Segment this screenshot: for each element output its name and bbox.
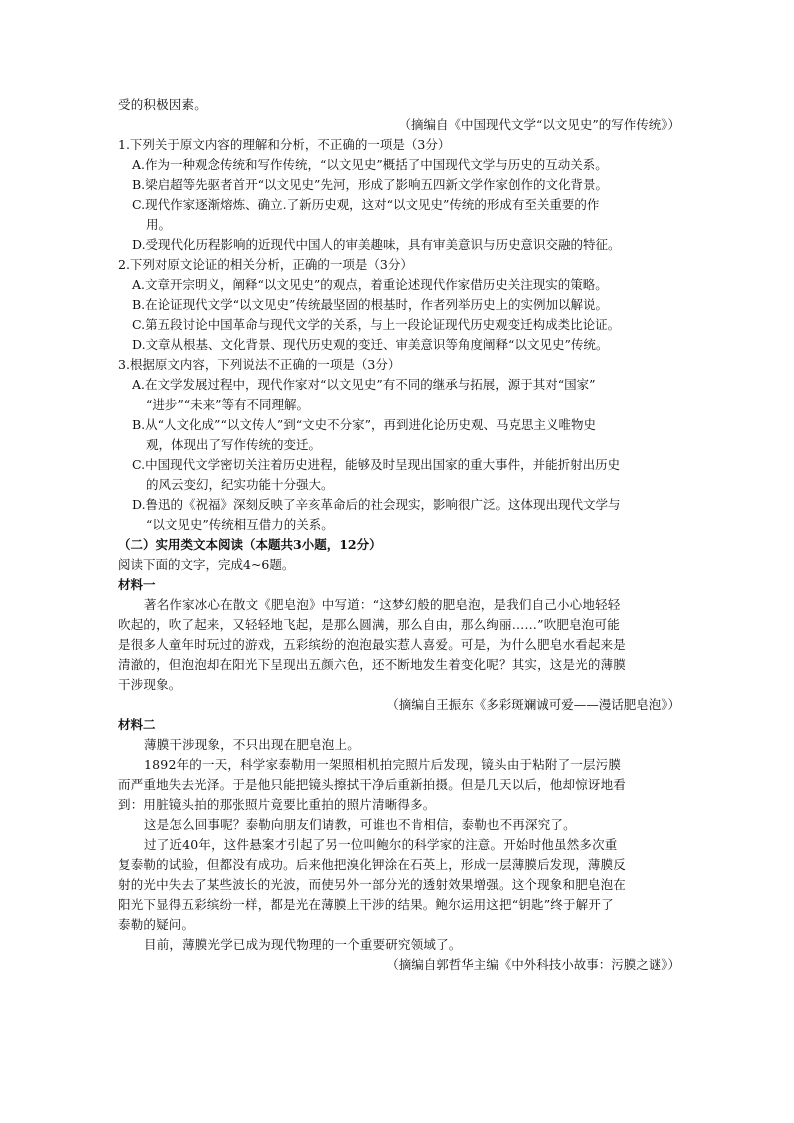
question-2-option-d: D.文章从根基、文化背景、现代历史观的变迁、审美意识等角度阐释“以文见史”传统。 <box>132 337 609 352</box>
material-1-title: 材料一 <box>118 577 156 592</box>
question-2-option-b: B.在论证现代文学“以文见史”传统最坚固的根基时，作者列举历史上的实例加以解说。 <box>132 297 608 312</box>
material-2-line: 复泰勒的试验，但都没有成功。后来他把溴化钾涂在石英上，形成一层薄膜后发现，薄膜反 <box>118 857 627 872</box>
question-2 <box>118 255 680 355</box>
material-2-line: 目前，薄膜光学已成为现代物理的一个重要研究领域了。 <box>144 937 462 952</box>
question-3-stem: 3.根据原文内容，下列说法不正确的一项是（3分） <box>118 357 401 372</box>
question-1-option-a: A.作为一种观念传统和写作传统，“以文见史”概括了中国现代文学与历史的互动关系。 <box>132 157 608 172</box>
top-fragment: 受的积极因素。 <box>118 97 207 112</box>
material-1-line: 清澈的，但泡泡却在阳光下呈现出五颜六色，还不断地发生着变化呢？其实，这是光的薄膜 <box>118 657 627 672</box>
question-3-option-d-cont: “以文见史”传统相互借力的关系。 <box>146 517 334 532</box>
question-1-option-c: C.现代作家逐渐熔炼、确立.了新历史观，这对“以文见史”传统的形成有至关重要的作 <box>132 197 600 212</box>
question-3-option-b: B.从“人文化成”“以文传人”到“文史不分家”，再到进化论历史观、马克思主义唯物史 <box>132 417 597 432</box>
section-2-instruction: 阅读下面的文字，完成4~6题。 <box>118 557 295 572</box>
material-2-line: 泰勒的疑问。 <box>118 917 195 932</box>
material-2-title: 材料二 <box>118 717 156 732</box>
material-2-line: 射的光中失去了某些波长的光波，而使另外一部分光的透射效果增强。这个现象和肥皂泡在 <box>118 877 627 892</box>
section-2-heading: （二）实用类文本阅读（本题共3小题，12分） <box>118 537 382 552</box>
material-1-line: 是很多人童年时玩过的游戏，五彩缤纷的泡泡最实惹人喜爱。可是，为什么肥皂水看起来是 <box>118 637 627 652</box>
material-2-line: 过了近40年，这件悬案才引起了另一位叫鲍尔的科学家的注意。开始时他虽然多次重 <box>144 837 618 852</box>
material-2-line: 这是怎么回事呢？泰勒向朋友们请教，可谁也不肯相信，泰勒也不再深究了。 <box>144 817 576 832</box>
material-2-line: 而严重地失去光泽。于是他只能把镜头擦拭干净后重新拍摄。但是几天以后，他却惊讶地看 <box>118 777 627 792</box>
question-3-option-c: C.中国现代文学密切关注着历史进程，能够及时呈现出国家的重大事件，并能折射出历史 <box>132 457 621 472</box>
material-2-line: 1892年的一天，科学家泰勒用一架照相机拍完照片后发现，镜头由于粘附了一层污膜 <box>144 757 622 772</box>
question-3-option-b-cont: 观，体现出了写作传统的变迁。 <box>146 437 322 452</box>
material-1 <box>118 575 680 715</box>
question-3-option-a-cont: “进步”“未来”等有不同理解。 <box>146 397 310 412</box>
material-2-line: 阳光下显得五彩缤纷一样，都是光在薄膜上干涉的结果。鲍尔运用这把“钥匙”终于解开了 <box>118 897 614 912</box>
material-2-line: 薄膜干涉现象，不只出现在肥皂泡上。 <box>144 737 360 752</box>
material-2-line: 到：用脏镜头拍的那张照片竟要比重拍的照片清晰得多。 <box>118 797 436 812</box>
question-2-stem: 2.下列对原文论证的相关分析，正确的一项是（3分） <box>118 257 413 272</box>
question-1 <box>118 135 680 255</box>
question-3 <box>118 355 680 535</box>
source-citation-1: （摘编自《中国现代文学“以文见史”的写作传统》） <box>398 117 680 132</box>
question-1-option-c-cont: 用。 <box>146 217 172 232</box>
question-1-option-d: D.受现代化历程影响的近现代中国人的审美趣味，具有审美意识与历史意识交融的特征。 <box>132 237 621 252</box>
material-2-source: （摘编自郭哲华主编《中外科技小故事：污膜之谜》） <box>386 957 680 972</box>
material-1-line: 著名作家冰心在散文《肥皂泡》中写道：“这梦幻般的肥皂泡，是我们自己小心地轻轻 <box>144 597 621 612</box>
question-2-option-a: A.文章开宗明义，阐释“以文见史”的观点，着重论述现代作家借历史关注现实的策略。 <box>132 277 608 292</box>
material-1-line: 干涉现象。 <box>118 677 182 692</box>
exam-page <box>118 95 680 975</box>
question-1-stem: 1.下列关于原文内容的理解和分析，不正确的一项是（3分） <box>118 137 451 152</box>
question-3-option-d: D.鲁迅的《祝福》深刻反映了辛亥革命后的社会现实，影响很广泛。这体现出现代文学与 <box>132 497 621 512</box>
question-2-option-c: C.第五段讨论中国革命与现代文学的关系，与上一段论证现代历史观变迁构成类比论证。 <box>132 317 621 332</box>
question-1-option-b: B.梁启超等先驱者首开“以文见史”先河，形成了影响五四新文学作家创作的文化背景。 <box>132 177 608 192</box>
question-3-option-c-cont: 的风云变幻，纪实功能十分强大。 <box>146 477 334 492</box>
material-2 <box>118 715 680 975</box>
question-3-option-a: A.在文学发展过程中，现代作家对“以文见史”有不同的继承与拓展，源于其对“国家” <box>132 377 596 392</box>
material-1-line: 吹起的，吹了起来，又轻轻地飞起，是那么圆满，那么自由，那么绚丽……”吹肥皂泡可能 <box>118 617 620 632</box>
material-1-source: （摘编自王振东《多彩斑斓诚可爱——漫话肥皂泡》） <box>386 697 680 712</box>
